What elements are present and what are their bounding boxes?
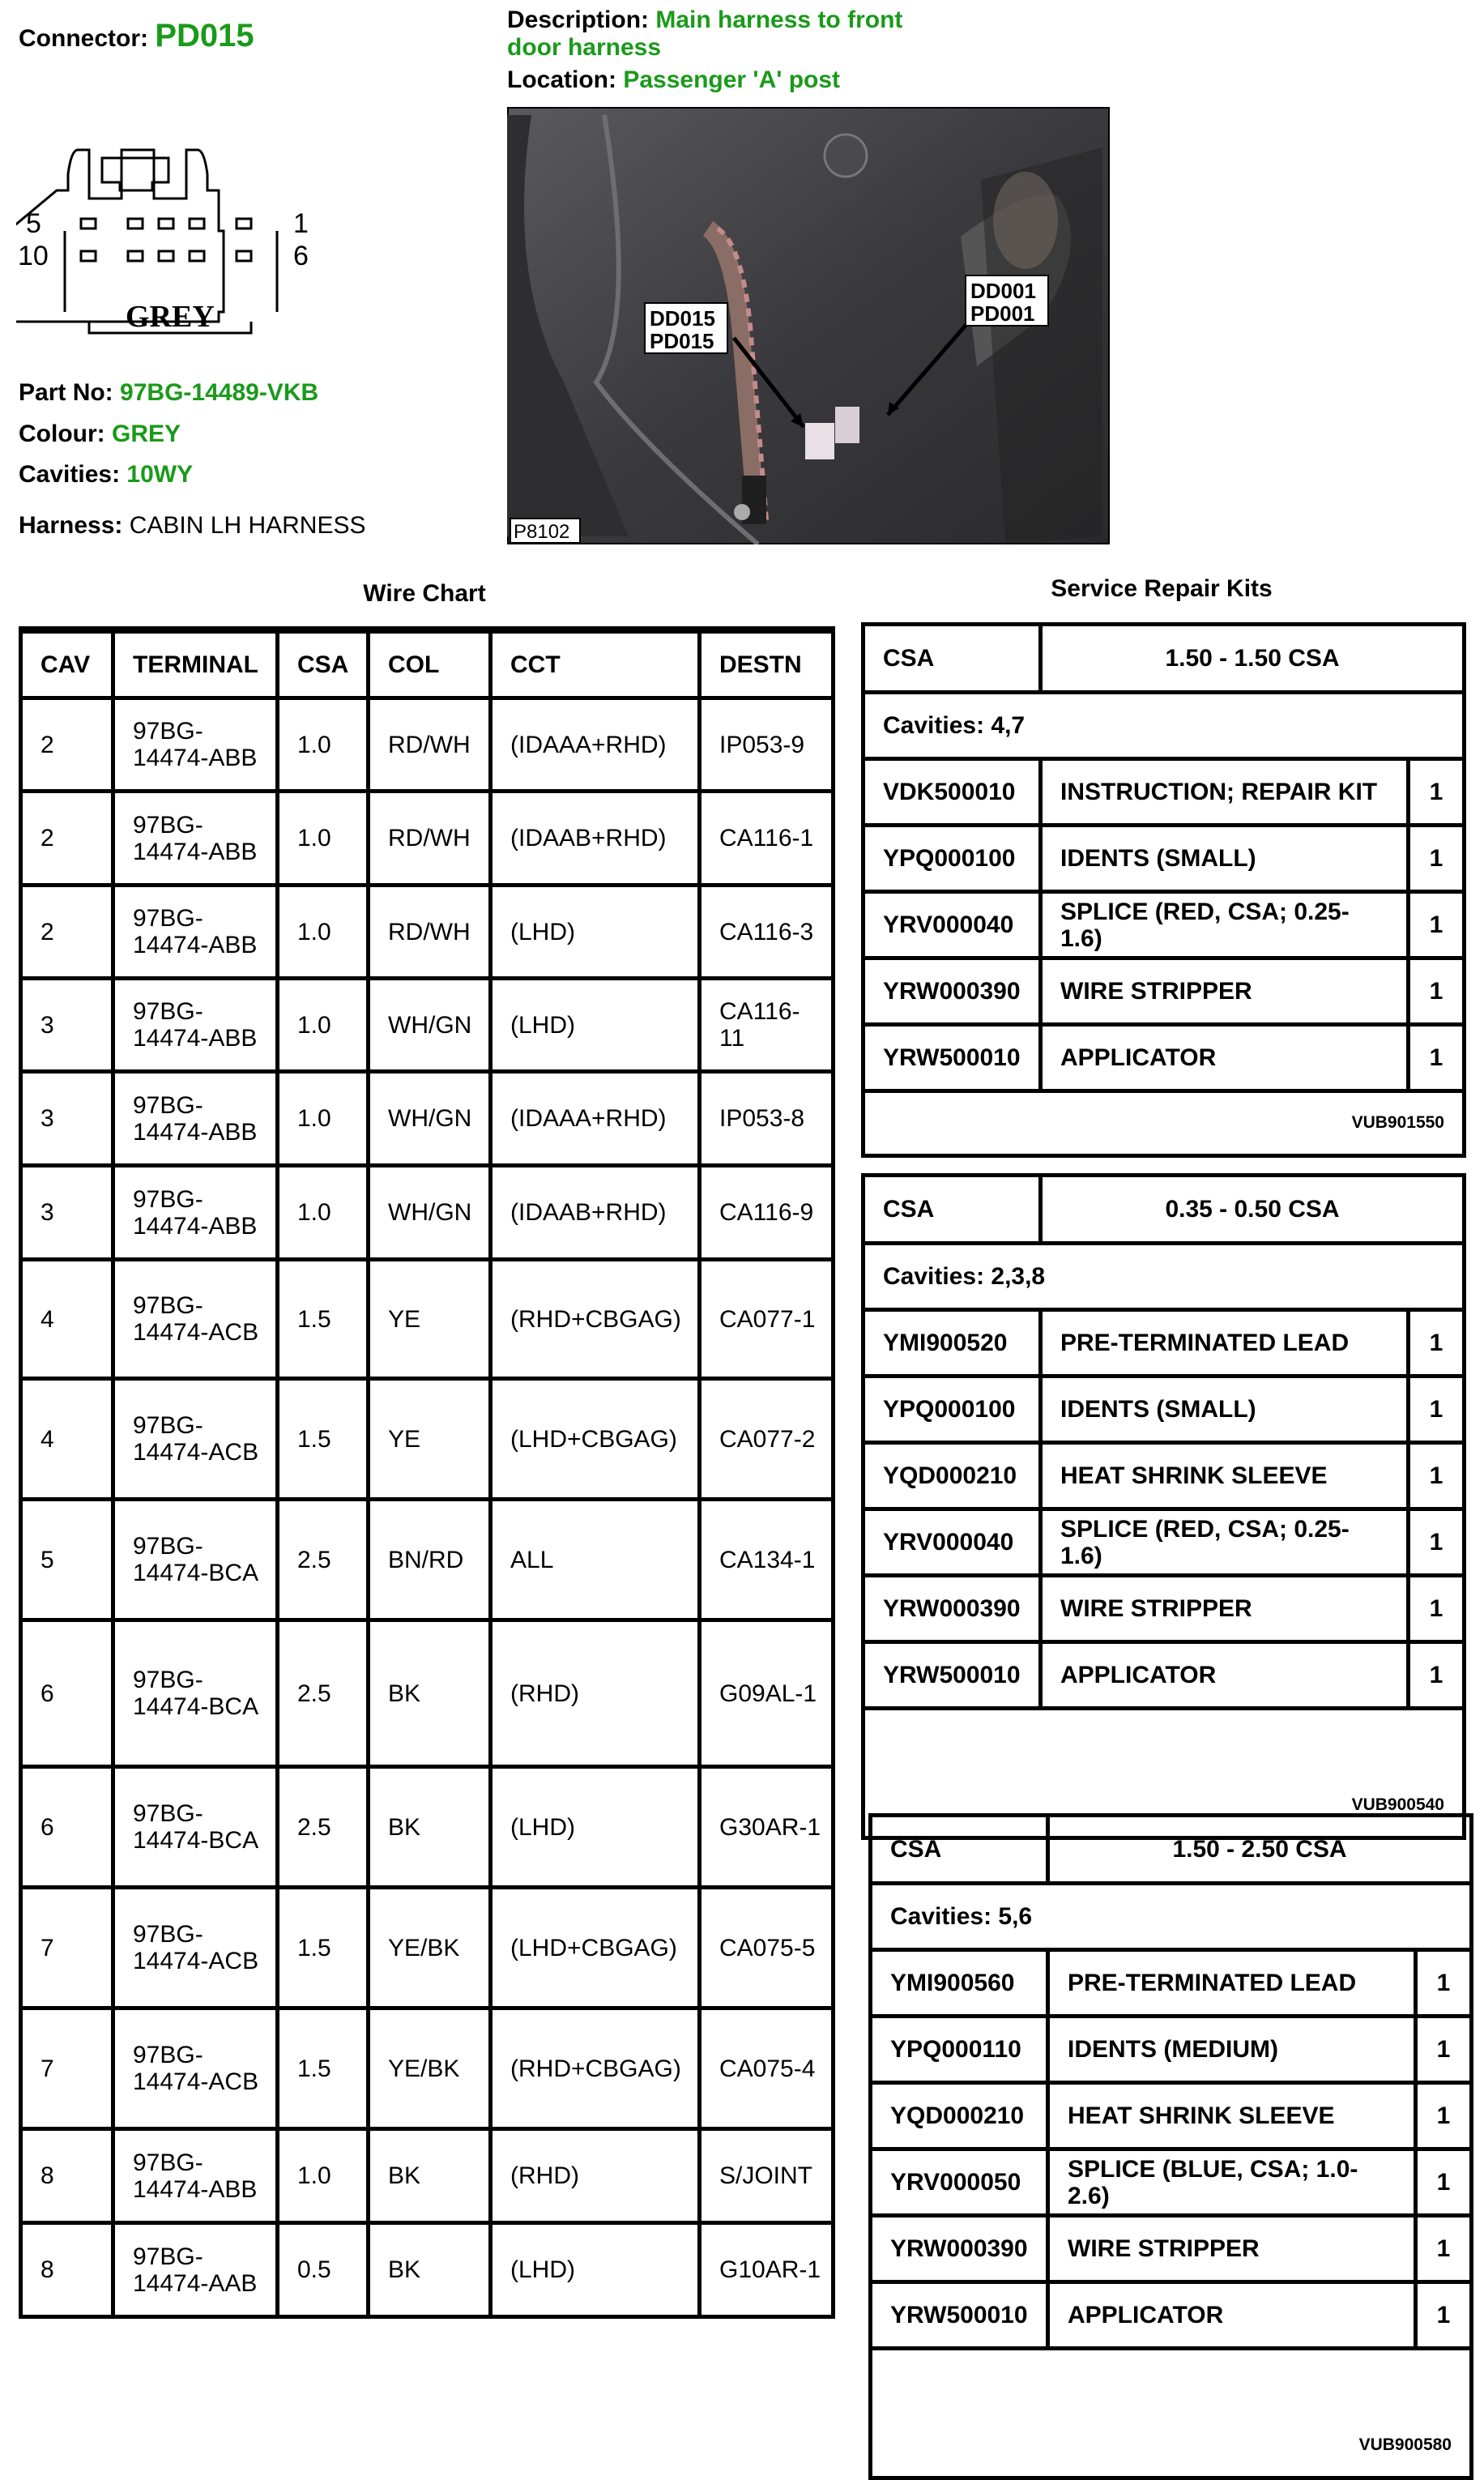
wire-row [21, 1166, 834, 1260]
photo-label-pd015: PD015 [650, 329, 714, 353]
kit-part-number: YRW500010 [871, 2282, 1048, 2349]
wire-cell-destn: IP053-8 [700, 1072, 834, 1166]
wire-cell-destn: CA116-3 [700, 886, 834, 979]
wire-cell-cav: 5 [21, 1500, 113, 1620]
wire-cell-terminal: 97BG-14474-AAB [113, 2223, 278, 2317]
wire-cell-csa: 2.5 [278, 1500, 369, 1620]
wire-row [21, 1260, 834, 1379]
kit-part-number: YRV000040 [864, 1509, 1041, 1576]
grey-colour-text: GREY [126, 300, 215, 334]
kit-item-row [871, 2282, 1472, 2349]
kit-part-description: WIRE STRIPPER [1048, 2216, 1416, 2282]
kit-part-quantity: 1 [1416, 2216, 1472, 2282]
part-no-label: Part No: [19, 379, 113, 406]
wire-cell-cav: 8 [21, 2223, 113, 2317]
wire-cell-cct: (IDAAA+RHD) [491, 698, 700, 792]
kit-part-quantity: 1 [1409, 1025, 1465, 1091]
wire-cell-terminal: 97BG-14474-ABB [113, 979, 278, 1072]
wire-cell-terminal: 97BG-14474-ABB [113, 1166, 278, 1260]
kit-part-description: INSTRUCTION; REPAIR KIT [1041, 759, 1409, 826]
kit-part-number: VDK500010 [864, 759, 1041, 826]
pin-10-label: 10 [18, 241, 49, 271]
wire-cell-col: YE/BK [369, 2008, 491, 2129]
wire-cell-csa: 2.5 [278, 1620, 369, 1767]
wire-cell-col: RD/WH [369, 698, 491, 792]
kit-part-quantity: 1 [1416, 2149, 1472, 2216]
column-header-cct: CCT [491, 630, 700, 698]
wire-cell-cav: 2 [21, 792, 113, 886]
harness-field [19, 512, 366, 540]
kit-part-description: WIRE STRIPPER [1041, 958, 1409, 1025]
wire-row [21, 886, 834, 979]
kit-part-number: YRV000050 [871, 2149, 1048, 2216]
wire-cell-cav: 2 [21, 698, 113, 792]
kit-csa-range: 0.35 - 0.50 CSA [1041, 1176, 1465, 1244]
column-header-terminal: TERMINAL [113, 630, 278, 698]
kit-item-row [864, 1642, 1465, 1709]
description-value: Main harness to front door harness [507, 6, 903, 61]
kit-cavities: Cavities: 4,7 [864, 693, 1465, 759]
kit-part-quantity: 1 [1409, 1310, 1465, 1377]
kit-part-quantity: 1 [1409, 1509, 1465, 1576]
kit-part-description: PRE-TERMINATED LEAD [1041, 1310, 1409, 1377]
wire-cell-cct: (LHD) [491, 886, 700, 979]
wire-cell-destn: CA116-11 [700, 979, 834, 1072]
pin-1-label: 1 [293, 208, 309, 239]
location-photo [507, 107, 1110, 544]
connector-field [19, 18, 254, 54]
kit-item-row [864, 1377, 1465, 1443]
kit-part-description: IDENTS (SMALL) [1041, 826, 1409, 892]
harness-label: Harness: [19, 512, 123, 539]
kit-part-description: HEAT SHRINK SLEEVE [1048, 2083, 1416, 2149]
wire-cell-csa: 1.0 [278, 1072, 369, 1166]
wire-cell-destn: CA075-5 [700, 1888, 834, 2008]
column-header-col: COL [369, 630, 491, 698]
kit-part-number: YPQ000100 [864, 826, 1041, 892]
wire-cell-cct: (LHD) [491, 979, 700, 1072]
wire-cell-csa: 1.0 [278, 886, 369, 979]
kit-item-row [864, 1509, 1465, 1576]
wire-cell-csa: 1.5 [278, 1888, 369, 2008]
kit-item-row [864, 1025, 1465, 1091]
kit-number: VUB900580 [871, 2349, 1472, 2478]
wire-cell-terminal: 97BG-14474-BCA [113, 1500, 278, 1620]
kit-footer-row [864, 1091, 1465, 1156]
wire-cell-terminal: 97BG-14474-ACB [113, 1379, 278, 1500]
cavities-field [19, 461, 193, 489]
kit-part-description: APPLICATOR [1048, 2282, 1416, 2349]
description-label: Description: [507, 6, 650, 33]
kit-csa-row [871, 1816, 1472, 1884]
wire-cell-cav: 2 [21, 886, 113, 979]
kit-part-number: YRW000390 [864, 1576, 1041, 1642]
kit-csa-row [864, 625, 1465, 693]
kit-part-quantity: 1 [1409, 892, 1465, 958]
location-field [507, 66, 840, 94]
wire-cell-terminal: 97BG-14474-BCA [113, 1767, 278, 1888]
kit-part-description: WIRE STRIPPER [1041, 1576, 1409, 1642]
kit-part-quantity: 1 [1409, 1443, 1465, 1509]
wire-row [21, 2129, 834, 2223]
wire-cell-destn: CA075-4 [700, 2008, 834, 2129]
colour-value: GREY [111, 420, 181, 447]
kit-number: VUB900540 [864, 1709, 1465, 1838]
wire-cell-col: RD/WH [369, 886, 491, 979]
wire-cell-col: YE/BK [369, 1888, 491, 2008]
wire-cell-terminal: 97BG-14474-ABB [113, 1072, 278, 1166]
column-header-csa: CSA [278, 630, 369, 698]
wire-cell-cav: 7 [21, 1888, 113, 2008]
kit-item-row [871, 2216, 1472, 2282]
wire-cell-cct: (LHD+CBGAG) [491, 1379, 700, 1500]
kit-item-row [864, 958, 1465, 1025]
kit-item-row [871, 2017, 1472, 2083]
description-field [507, 6, 961, 62]
wire-cell-col: BN/RD [369, 1500, 491, 1620]
wire-cell-terminal: 97BG-14474-ABB [113, 792, 278, 886]
wire-row [21, 1379, 834, 1500]
kit-item-row [864, 1310, 1465, 1377]
kit-csa-label: CSA [871, 1816, 1048, 1884]
photo-label-dd015: DD015 [650, 306, 715, 331]
photo-ref: P8102 [514, 521, 570, 543]
wire-cell-cav: 4 [21, 1379, 113, 1500]
wire-cell-terminal: 97BG-14474-ACB [113, 1888, 278, 2008]
repair-kit-table [861, 1173, 1466, 1840]
wire-cell-terminal: 97BG-14474-ACB [113, 1260, 278, 1379]
repair-kit-table [861, 622, 1466, 1158]
wire-row [21, 1072, 834, 1166]
kit-part-number: YRW500010 [864, 1642, 1041, 1709]
wire-cell-destn: G30AR-1 [700, 1767, 834, 1888]
kit-cavities-row [871, 1884, 1472, 1950]
kit-part-number: YRW000390 [864, 958, 1041, 1025]
wire-cell-terminal: 97BG-14474-ACB [113, 2008, 278, 2129]
wire-cell-csa: 1.0 [278, 2129, 369, 2223]
connector-value: PD015 [155, 18, 254, 53]
kit-part-description: APPLICATOR [1041, 1642, 1409, 1709]
wire-cell-cct: ALL [491, 1500, 700, 1620]
wire-cell-cct: (LHD) [491, 2223, 700, 2317]
kit-part-description: SPLICE (BLUE, CSA; 1.0-2.6) [1048, 2149, 1416, 2216]
location-label: Location: [507, 66, 616, 93]
wire-cell-cav: 6 [21, 1620, 113, 1767]
part-no-value: 97BG-14489-VKB [120, 379, 319, 406]
wire-cell-cct: (IDAAA+RHD) [491, 1072, 700, 1166]
wire-cell-destn: CA077-1 [700, 1260, 834, 1379]
wire-row [21, 2223, 834, 2317]
wire-cell-destn: CA116-9 [700, 1166, 834, 1260]
kit-part-description: APPLICATOR [1041, 1025, 1409, 1091]
kit-part-number: YPQ000110 [871, 2017, 1048, 2083]
wire-cell-destn: G09AL-1 [700, 1620, 834, 1767]
kit-footer-row [871, 2349, 1472, 2478]
kit-part-number: YQD000210 [871, 2083, 1048, 2149]
wire-cell-csa: 1.5 [278, 1260, 369, 1379]
wire-cell-cct: (RHD) [491, 2129, 700, 2223]
colour-field [19, 420, 181, 448]
kit-item-row [864, 1443, 1465, 1509]
kit-item-row [864, 759, 1465, 826]
wire-cell-col: BK [369, 2223, 491, 2317]
kit-item-row [871, 2083, 1472, 2149]
connector-diagram [16, 134, 324, 344]
kit-item-row [864, 892, 1465, 958]
wire-row [21, 1500, 834, 1620]
wire-cell-cct: (LHD) [491, 1767, 700, 1888]
wire-cell-csa: 1.5 [278, 2008, 369, 2129]
connector-label: Connector: [19, 25, 148, 52]
kit-part-quantity: 1 [1409, 826, 1465, 892]
wire-cell-col: BK [369, 1620, 491, 1767]
kit-item-row [864, 1576, 1465, 1642]
wire-cell-col: RD/WH [369, 792, 491, 886]
wire-cell-destn: CA116-1 [700, 792, 834, 886]
wire-row [21, 1620, 834, 1767]
wire-row [21, 2008, 834, 2129]
kit-part-description: SPLICE (RED, CSA; 0.25-1.6) [1041, 1509, 1409, 1576]
wire-row [21, 1767, 834, 1888]
wire-cell-cct: (IDAAB+RHD) [491, 792, 700, 886]
kit-csa-label: CSA [864, 1176, 1041, 1244]
wire-cell-cav: 3 [21, 1166, 113, 1260]
wire-cell-col: WH/GN [369, 979, 491, 1072]
wire-cell-col: WH/GN [369, 1072, 491, 1166]
wire-cell-csa: 1.0 [278, 979, 369, 1072]
kit-part-quantity: 1 [1416, 2017, 1472, 2083]
photo-label-pd001: PD001 [970, 301, 1035, 326]
wire-chart-table [19, 626, 835, 2319]
kit-part-quantity: 1 [1409, 958, 1465, 1025]
wire-cell-col: WH/GN [369, 1166, 491, 1260]
wire-cell-cct: (RHD+CBGAG) [491, 1260, 700, 1379]
kit-part-number: YMI900560 [871, 1950, 1048, 2017]
wire-cell-terminal: 97BG-14474-BCA [113, 1620, 278, 1767]
wire-cell-cav: 7 [21, 2008, 113, 2129]
wire-row [21, 979, 834, 1072]
pin-6-label: 6 [293, 241, 309, 271]
wire-cell-csa: 2.5 [278, 1767, 369, 1888]
wire-cell-cct: (LHD+CBGAG) [491, 1888, 700, 2008]
kit-cavities-row [864, 693, 1465, 759]
kit-part-quantity: 1 [1416, 1950, 1472, 2017]
kit-part-number: YQD000210 [864, 1443, 1041, 1509]
kit-item-row [864, 826, 1465, 892]
wire-cell-csa: 1.0 [278, 792, 369, 886]
kit-part-description: HEAT SHRINK SLEEVE [1041, 1443, 1409, 1509]
kit-part-number: YRW500010 [864, 1025, 1041, 1091]
wire-cell-col: BK [369, 2129, 491, 2223]
wire-cell-csa: 1.5 [278, 1379, 369, 1500]
kit-part-quantity: 1 [1416, 2282, 1472, 2349]
location-value: Passenger 'A' post [623, 66, 841, 93]
kit-item-row [871, 1950, 1472, 2017]
column-header-destn: DESTN [700, 630, 834, 698]
kit-part-description: SPLICE (RED, CSA; 0.25-1.6) [1041, 892, 1409, 958]
wire-cell-destn: IP053-9 [700, 698, 834, 792]
colour-label: Colour: [19, 420, 105, 447]
kit-part-description: IDENTS (SMALL) [1041, 1377, 1409, 1443]
wire-cell-terminal: 97BG-14474-ABB [113, 886, 278, 979]
repair-kit-table [868, 1813, 1473, 2480]
kit-part-quantity: 1 [1409, 1377, 1465, 1443]
photo-label-dd001: DD001 [970, 279, 1036, 303]
wire-chart-header-row [21, 630, 834, 698]
kit-cavities-row [864, 1244, 1465, 1310]
kit-number: VUB901550 [864, 1091, 1465, 1156]
wire-row [21, 698, 834, 792]
kit-part-number: YPQ000100 [864, 1377, 1041, 1443]
kit-part-number: YRV000040 [864, 892, 1041, 958]
cavities-value: 10WY [126, 461, 194, 488]
pin-5-label: 5 [26, 208, 41, 239]
kit-csa-row [864, 1176, 1465, 1244]
kit-item-row [871, 2149, 1472, 2216]
wire-cell-destn: G10AR-1 [700, 2223, 834, 2317]
kit-part-number: YRW000390 [871, 2216, 1048, 2282]
wire-cell-csa: 1.0 [278, 698, 369, 792]
wire-cell-cct: (IDAAB+RHD) [491, 1166, 700, 1260]
wire-cell-destn: CA077-2 [700, 1379, 834, 1500]
kit-cavities: Cavities: 2,3,8 [864, 1244, 1465, 1310]
wire-cell-terminal: 97BG-14474-ABB [113, 2129, 278, 2223]
wire-row [21, 792, 834, 886]
wire-cell-cct: (RHD+CBGAG) [491, 2008, 700, 2129]
wire-cell-cav: 6 [21, 1767, 113, 1888]
service-kits-title: Service Repair Kits [1051, 575, 1273, 602]
kit-part-description: IDENTS (MEDIUM) [1048, 2017, 1416, 2083]
part-no-field [19, 379, 318, 407]
kit-part-quantity: 1 [1409, 1642, 1465, 1709]
wire-cell-cav: 3 [21, 1072, 113, 1166]
kit-part-description: PRE-TERMINATED LEAD [1048, 1950, 1416, 2017]
cavities-label: Cavities: [19, 461, 121, 488]
wire-cell-destn: CA134-1 [700, 1500, 834, 1620]
harness-value: CABIN LH HARNESS [129, 512, 366, 539]
kit-part-quantity: 1 [1409, 759, 1465, 826]
kit-part-quantity: 1 [1409, 1576, 1465, 1642]
kit-csa-range: 1.50 - 2.50 CSA [1048, 1816, 1472, 1884]
wire-cell-col: YE [369, 1379, 491, 1500]
wire-cell-cav: 3 [21, 979, 113, 1072]
kit-part-quantity: 1 [1416, 2083, 1472, 2149]
wire-cell-destn: S/JOINT [700, 2129, 834, 2223]
wire-cell-terminal: 97BG-14474-ABB [113, 698, 278, 792]
wire-cell-csa: 1.0 [278, 1166, 369, 1260]
wire-cell-col: BK [369, 1767, 491, 1888]
wire-row [21, 1888, 834, 2008]
kit-csa-label: CSA [864, 625, 1041, 693]
wire-cell-csa: 0.5 [278, 2223, 369, 2317]
kit-part-number: YMI900520 [864, 1310, 1041, 1377]
wire-cell-cav: 8 [21, 2129, 113, 2223]
wire-cell-col: YE [369, 1260, 491, 1379]
wire-cell-cct: (RHD) [491, 1620, 700, 1767]
kit-csa-range: 1.50 - 1.50 CSA [1041, 625, 1465, 693]
wire-chart-title: Wire Chart [363, 580, 486, 607]
column-header-cav: CAV [21, 630, 113, 698]
kit-cavities: Cavities: 5,6 [871, 1884, 1472, 1950]
wire-cell-cav: 4 [21, 1260, 113, 1379]
